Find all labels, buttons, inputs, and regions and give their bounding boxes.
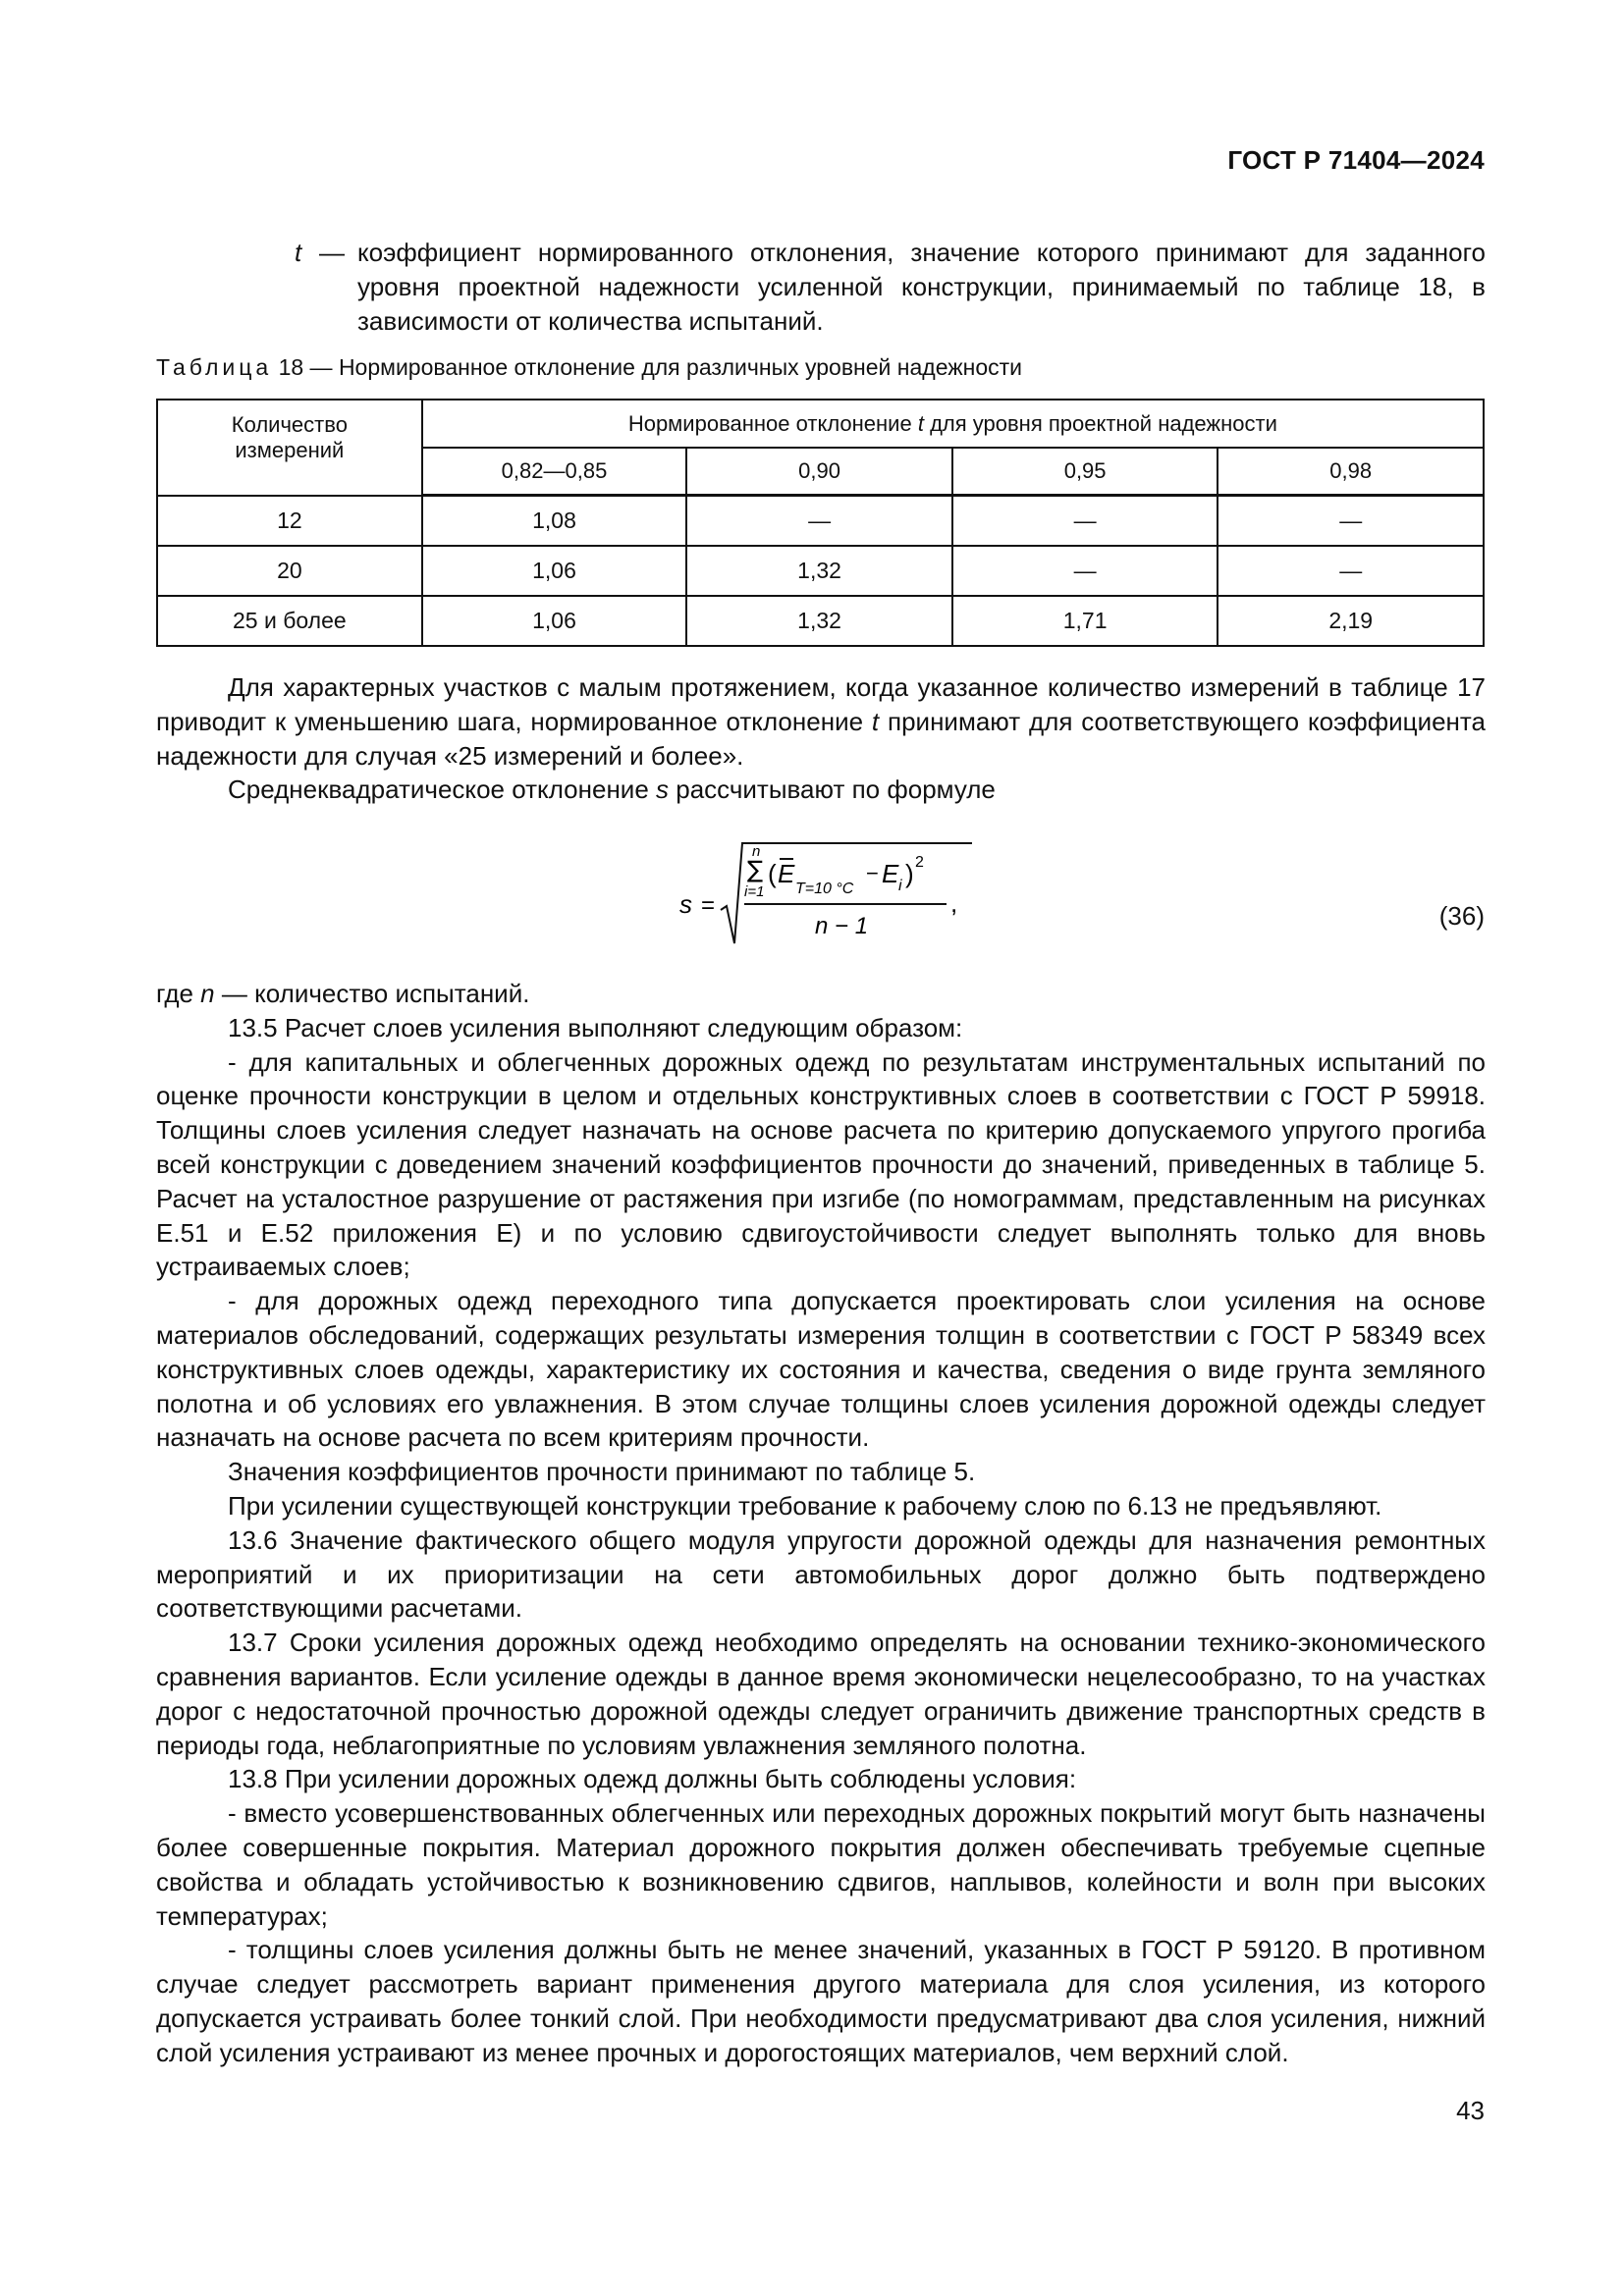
table-row xyxy=(157,596,1484,646)
table-18 xyxy=(156,399,1485,647)
paragraph: - вместо усовершенствованных облегченных или переходных дорожных покрытий могут быть назначены более совершенные покрытия. Материал дорожного покрытия должен обеспечивать требуемые сцепные свойства и обладать устойчивостью к возникновению сдвигов, наплывов, колейности и волн при высоких температурах; xyxy=(156,1798,1486,1931)
header-count-label: Количество измерений xyxy=(231,412,348,462)
sum-sign: ∑ xyxy=(747,856,764,883)
value-cell: 1,32 xyxy=(686,596,952,646)
e-subscript: i xyxy=(898,878,902,894)
value-cell: — xyxy=(952,546,1218,596)
paragraph: Значения коэффициентов прочности принимают по таблице 5. xyxy=(228,1457,976,1487)
paragraph: 13.7 Сроки усиления дорожных одежд необходимо определять на основании технико-экономического сравнения вариантов. Если усиление одежды в данное время экономически нецелесообразно, то на участках дорог с недостаточной прочностью дорожной одежды следует ограничить движение транспортных средств в периоды года, неблагоприятные по условиям увлажнения земляного полотна. xyxy=(156,1628,1486,1760)
paragraph-text: Для характерных участков с малым протяжением, когда указанное количество измерений в таблице 17 приводит к уменьшению шага, нормированное отклонение xyxy=(156,672,1486,736)
paragraph-text: принимают для соответствующего коэффициента надежности для случая «25 измерений и более». xyxy=(156,706,1486,771)
table-caption-word: Таблица xyxy=(156,354,273,380)
value-cell: 1,08 xyxy=(422,496,687,547)
value-cell: 1,06 xyxy=(422,596,687,646)
level-cell: 0,98 xyxy=(1218,448,1484,496)
value-cell: — xyxy=(952,496,1218,547)
n-symbol-inline: n xyxy=(200,979,215,1008)
header-group-pre: Нормированное отклонение xyxy=(627,410,918,436)
table-row xyxy=(157,546,1484,596)
formula-36 xyxy=(677,839,972,952)
denominator: n − 1 xyxy=(815,913,869,939)
e-bar-symbol: E xyxy=(778,859,795,888)
text-after-table xyxy=(156,670,1486,807)
paragraph: - для дорожных одежд переходного типа допускается проектировать слои усиления на основе материалов обследований, содержащих результаты измерения толщин в соответствии с ГОСТ Р 58349 всех конструктивных слоев одежды, характеристику их состояния и качества, сведения о виде грунта земляного полотна и об условиях его увлажнения. В этом случае толщины слоев усиления дорожной одежды следует назначать на основе расчета по всем критериям прочности. xyxy=(156,1286,1486,1453)
paragraph: 13.5 Расчет слоев усиления выполняют следующим образом: xyxy=(228,1012,963,1042)
value-cell: — xyxy=(686,496,952,547)
t-definition xyxy=(156,236,1486,338)
paren-close: ) xyxy=(905,859,914,888)
level-cell: 0,95 xyxy=(952,448,1218,496)
table-row xyxy=(157,496,1484,547)
header-count-cell xyxy=(157,400,422,496)
table-caption-rest: 18 — Нормированное отклонение для различных уровней надежности xyxy=(272,354,1022,380)
paragraph-text: где xyxy=(156,979,201,1008)
value-cell: 1,32 xyxy=(686,546,952,596)
value-cell: 1,06 xyxy=(422,546,687,596)
equation-number: (36) xyxy=(1438,901,1485,931)
header-group-post: для уровня проектной надежности xyxy=(923,410,1277,436)
paragraph: 13.8 При усилении дорожных одежд должны быть соблюдены условия: xyxy=(228,1764,1077,1794)
paragraph xyxy=(156,773,1486,807)
minus-sign: − xyxy=(866,861,879,885)
sum-upper-limit: n xyxy=(752,843,761,860)
header-group-symbol: t xyxy=(917,410,924,436)
paragraph: - толщины слоев усиления должны быть не менее значений, указанных в ГОСТ Р 59120. В противном случае следует рассмотреть вариант применения другого материала для слоя усиления, из которого допускается устраивать более тонкий слой. При необходимости предусматривают два слоя усиления, нижний слой усиления устраивают из менее прочных и дорогостоящих материалов, чем верхний слой. xyxy=(156,1935,1486,2067)
level-cell: 0,90 xyxy=(686,448,952,496)
value-cell: — xyxy=(1218,496,1484,547)
t-symbol: t xyxy=(295,238,302,267)
header-group-cell xyxy=(422,400,1484,448)
paragraph-text: рассчитывают по формуле xyxy=(669,774,996,805)
paragraph xyxy=(156,670,1486,773)
subscript-temperature: T=10 °C xyxy=(795,881,854,897)
row-count-cell: 25 и более xyxy=(157,596,422,646)
value-cell: — xyxy=(1218,546,1484,596)
exponent: 2 xyxy=(915,854,924,871)
paragraph: 13.6 Значение фактического общего модуля упругости дорожной одежды для назначения ремонтных мероприятий и их приоритизации на сети автомобильных дорог должно быть подтверждено соответствующими расчетами. xyxy=(156,1524,1486,1624)
page-number: 43 xyxy=(1456,2096,1485,2125)
paragraph: При усилении существующей конструкции требование к рабочему слою по 6.13 не предъявляют. xyxy=(228,1490,1382,1521)
level-cell: 0,82—0,85 xyxy=(422,448,687,496)
s-symbol-inline: s xyxy=(656,774,670,805)
paragraph: - для капитальных и облегченных дорожных одежд по результатам инструментальных испытаний по оценке прочности конструкции в целом и отдельных конструктивных слоев в соответствии с ГОСТ Р 59918. Толщины слоев усиления следует назначать на основе расчета по критерию допускаемого упругого прогиба всей конструкции с доведением значений коэффициентов прочности до значений, приведенных в таблице 5. Расчет на усталостное разрушение от растяжения при изгибе (по номограммам, представленным на рисунках Е.51 и Е.52 приложения Е) и по условию сдвигоустойчивости следует выполнять только для вновь устраиваемых слоев; xyxy=(156,1046,1486,1282)
paragraph-text: Среднеквадратическое отклонение xyxy=(228,774,657,805)
table-header-row xyxy=(157,400,1484,448)
value-cell: 2,19 xyxy=(1218,596,1484,646)
t-definition-text: коэффициент нормированного отклонения, значение которого принимают для заданного уровня проектной надежности усиленной конструкции, принимаемый по таблице 18, в зависимости от количества испытаний. xyxy=(357,238,1486,336)
where-line xyxy=(156,977,1486,1011)
t-symbol-inline: t xyxy=(871,706,880,736)
formula-comma: , xyxy=(950,888,958,918)
paragraph-text: — количество испытаний. xyxy=(214,979,530,1008)
paren-open: ( xyxy=(768,859,777,888)
t-dash: — xyxy=(319,238,345,267)
sum-lower-limit: i=1 xyxy=(744,883,765,900)
row-count-cell: 12 xyxy=(157,496,422,547)
document-header: ГОСТ Р 71404—2024 xyxy=(1227,145,1485,175)
e-symbol: E xyxy=(882,859,899,888)
row-count-cell: 20 xyxy=(157,546,422,596)
value-cell: 1,71 xyxy=(952,596,1218,646)
main-text xyxy=(156,977,1486,2070)
formula-lhs: s xyxy=(679,889,692,919)
table-caption xyxy=(156,354,1022,381)
formula-equals: = xyxy=(701,892,716,919)
